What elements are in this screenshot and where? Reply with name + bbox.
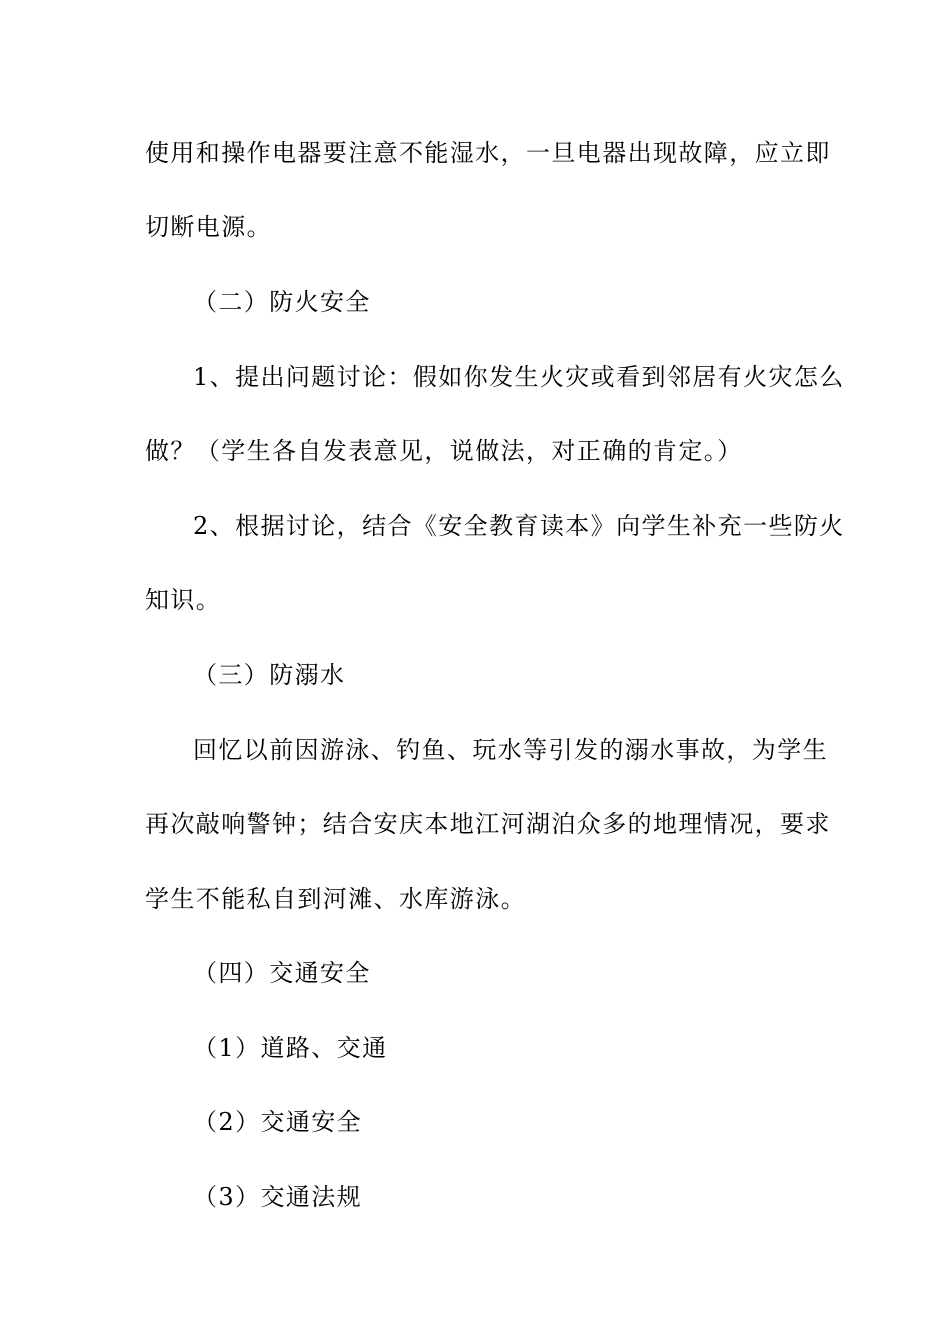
body-text-line: 2、根据讨论，结合《安全教育读本》向学生补充一些防火 (193, 512, 845, 540)
section-heading-drowning-prevention: （三）防溺水 (193, 661, 346, 689)
body-text-line: 做？（学生各自发表意见，说做法，对正确的肯定。） (145, 437, 743, 465)
body-text-line: 切断电源。 (145, 213, 272, 241)
body-text-line: 回忆以前因游泳、钓鱼、玩水等引发的溺水事故，为学生 (193, 736, 828, 764)
body-text-line: 再次敲响警钟；结合安庆本地江河湖泊众多的地理情况，要求 (145, 810, 831, 838)
section-heading-traffic-safety: （四）交通安全 (193, 959, 371, 987)
body-text-line: 学生不能私自到河滩、水库游泳。 (145, 885, 526, 913)
list-item: （1）道路、交通 (193, 1034, 388, 1062)
body-text-line: 知识。 (145, 586, 222, 614)
body-text-line: 使用和操作电器要注意不能湿水，一旦电器出现故障，应立即 (145, 139, 831, 167)
list-item: （2）交通安全 (193, 1108, 363, 1136)
body-text-line: 1、提出问题讨论：假如你发生火灾或看到邻居有火灾怎么 (193, 363, 845, 391)
list-item: （3）交通法规 (193, 1183, 363, 1211)
section-heading-fire-safety: （二）防火安全 (193, 288, 371, 316)
